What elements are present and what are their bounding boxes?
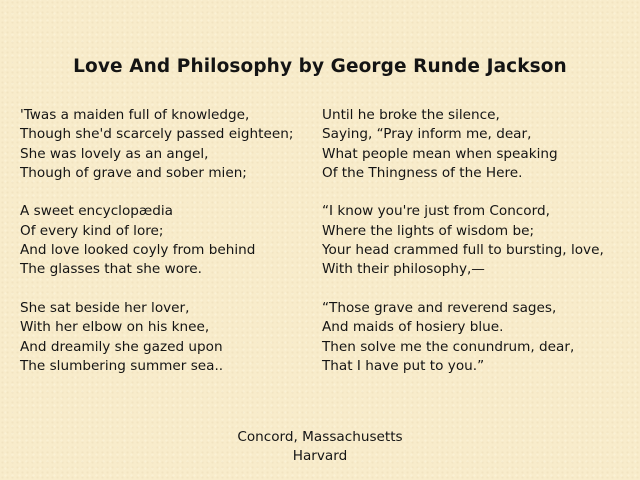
stanza	[20, 106, 315, 183]
poem-line: Then solve me the conundrum, dear,	[322, 338, 575, 355]
stanza	[322, 106, 627, 183]
poem-title: Love And Philosophy by George Runde Jackson	[73, 56, 567, 77]
poem-line: Of every kind of lore;	[20, 222, 164, 239]
poem-line: And maids of hosiery blue.	[322, 319, 504, 336]
poem-line: With her elbow on his knee,	[20, 319, 210, 336]
poem-line: She was lovely as an angel,	[20, 145, 209, 162]
poem-line: “Those grave and reverend sages,	[322, 299, 557, 316]
footer-institution: Harvard	[292, 448, 348, 464]
poem-line: What people mean when speaking	[322, 145, 558, 162]
poem-line: The glasses that she wore.	[20, 261, 202, 278]
poem-line: Though of grave and sober mien;	[20, 164, 247, 181]
poem-line: Of the Thingness of the Here.	[322, 164, 523, 181]
left-column	[20, 106, 315, 395]
poem-line: “I know you're just from Concord,	[322, 203, 550, 220]
poem-line: That I have put to you.”	[322, 357, 485, 374]
stanza	[20, 299, 315, 376]
poem-line: And love looked coyly from behind	[20, 242, 256, 259]
stanza	[20, 202, 315, 279]
stanza	[322, 299, 627, 376]
poem-line: The slumbering summer sea..	[20, 357, 224, 374]
poem-line: 'Twas a maiden full of knowledge,	[20, 107, 250, 123]
poem-line: Saying, “Pray inform me, dear,	[322, 126, 532, 143]
poem-line: And dreamily she gazed upon	[20, 338, 223, 355]
poem-line: She sat beside her lover,	[20, 299, 190, 316]
poem-line: Your head crammed full to bursting, love,	[322, 242, 604, 259]
poem-line: With their philosophy,—	[322, 261, 485, 278]
footer-place: Concord, Massachusetts	[237, 429, 403, 445]
poem-footer	[0, 428, 640, 466]
poem-line: Where the lights of wisdom be;	[322, 222, 535, 239]
right-column	[322, 106, 627, 395]
poem-line: A sweet encyclopædia	[20, 203, 173, 220]
poem-line: Until he broke the silence,	[322, 107, 500, 123]
poem-line: Though she'd scarcely passed eighteen;	[20, 126, 294, 143]
stanza	[322, 202, 627, 279]
